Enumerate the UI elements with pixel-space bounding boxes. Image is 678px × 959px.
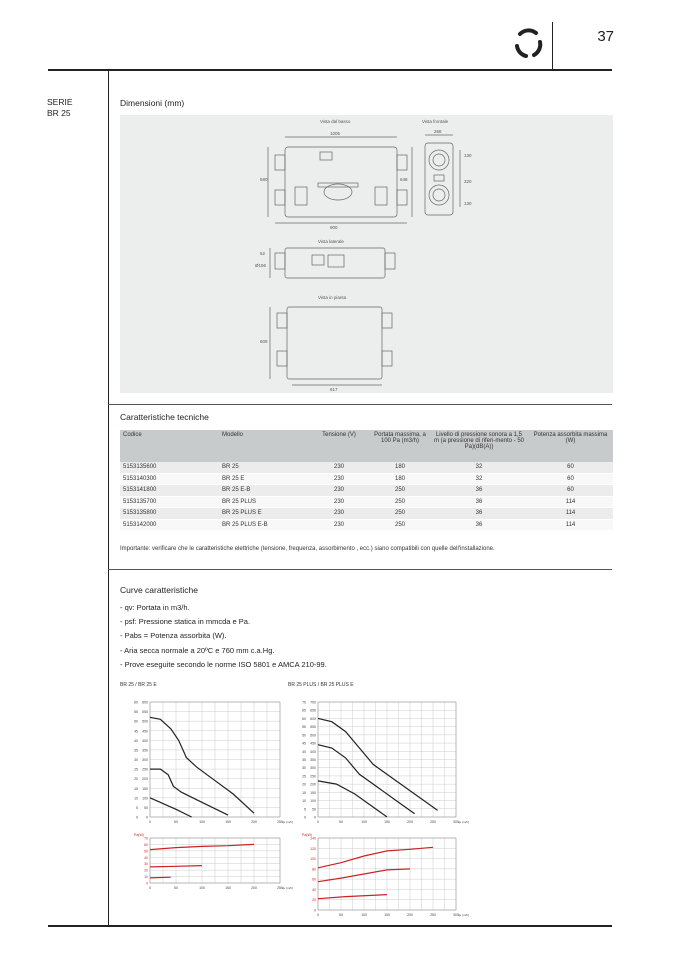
view-bottom-label: Vista dal basso xyxy=(320,119,351,124)
series-line-high xyxy=(318,718,438,810)
y-tick-label: 30 xyxy=(302,766,306,771)
series-label xyxy=(47,97,73,119)
curves-bullets xyxy=(120,601,327,672)
table-cell: 230 xyxy=(308,462,370,473)
x-tick-label: 150 xyxy=(225,820,231,824)
table-cell: BR 25 PLUS E xyxy=(219,508,308,520)
y2-tick-label: 300 xyxy=(142,758,148,762)
y-tick-label: 15 xyxy=(134,786,138,791)
table-cell: 114 xyxy=(528,519,613,531)
section-rule-2 xyxy=(108,569,612,570)
x-tick-label: 250 xyxy=(277,820,283,824)
th-voltage: Tensione (V) xyxy=(308,430,370,462)
table-cell: 250 xyxy=(370,485,430,497)
y-tick-label: 140 xyxy=(310,836,316,841)
y2-tick-label: 300 xyxy=(310,766,316,771)
y-tick-label: 35 xyxy=(134,748,138,753)
y2-tick-label: 350 xyxy=(142,748,148,753)
bullet-item: - psf: Pressione statica in mmcda e Pa. xyxy=(120,617,251,627)
table-cell: 36 xyxy=(430,485,528,497)
y2-tick-label: 550 xyxy=(142,710,148,715)
section-rule-1 xyxy=(108,404,612,405)
y2-tick-label: 150 xyxy=(310,790,316,795)
bullet-item: - Aria secca normale a 20ºC e 760 mm c.a.Hg. xyxy=(120,645,275,655)
table-cell: 230 xyxy=(308,508,370,520)
y2-tick-label: 400 xyxy=(142,738,148,743)
power-chart-br25-plus xyxy=(288,832,468,917)
curves-title: Curve caratteristiche xyxy=(120,585,198,595)
table-cell: 36 xyxy=(430,508,528,520)
y-tick-label: 65 xyxy=(302,708,306,713)
x-tick-label: 50 xyxy=(339,913,343,917)
x-unit-label: qv (m/h) xyxy=(458,820,470,824)
table-cell: 36 xyxy=(430,496,528,508)
y2-tick-label: 550 xyxy=(310,725,316,730)
table-cell: 60 xyxy=(528,485,613,497)
y2-tick-label: 0 xyxy=(314,815,316,820)
y2-tick-label: 500 xyxy=(142,719,148,724)
table-row xyxy=(120,473,613,485)
table-row xyxy=(120,519,613,531)
x-tick-label: 150 xyxy=(384,913,390,917)
x-tick-label: 100 xyxy=(199,886,205,890)
y-tick-label: 5 xyxy=(136,805,138,810)
y-tick-label: 55 xyxy=(302,725,306,730)
left-column-rule xyxy=(108,71,109,927)
y2-tick-label: 450 xyxy=(142,729,148,734)
y-tick-label: 30 xyxy=(134,758,138,762)
x-tick-label: 200 xyxy=(407,913,413,917)
y2-tick-label: 150 xyxy=(142,786,148,791)
y-tick-label: 100 xyxy=(310,857,316,862)
x-tick-label: 150 xyxy=(225,886,231,890)
specs-note: Importante: verificare che le caratteristiche elettriche (tensione, frequenza, assorbimento , ecc.) siano compatibili con quelle dell'installazione. xyxy=(120,546,495,552)
table-row xyxy=(120,508,613,520)
y-tick-label: 0 xyxy=(314,908,316,913)
table-cell: 5153141800 xyxy=(120,485,219,497)
pressure-chart-br25-plus xyxy=(288,692,468,827)
y-tick-label: 20 xyxy=(144,868,148,873)
y-tick-label: 70 xyxy=(144,836,148,841)
th-code: Codice xyxy=(120,430,219,462)
bullet-item: - Prove eseguite secondo le norme ISO 5801 e AMCA 210-99. xyxy=(120,659,327,669)
table-row xyxy=(120,485,613,497)
table-cell: 5153135600 xyxy=(120,462,219,473)
table-cell: BR 25 PLUS E-B xyxy=(219,519,308,531)
y-tick-label: 60 xyxy=(302,716,306,721)
table-cell: 250 xyxy=(370,519,430,531)
table-cell: 5153135800 xyxy=(120,508,219,520)
y-tick-label: 50 xyxy=(134,719,138,724)
y-tick-label: 60 xyxy=(312,877,316,882)
y-tick-label: 50 xyxy=(302,733,306,738)
x-tick-label: 0 xyxy=(149,886,151,890)
table-cell: 230 xyxy=(308,485,370,497)
y-tick-label: 80 xyxy=(312,867,316,872)
dim-609: 609 xyxy=(260,339,268,344)
dim-580: 580 xyxy=(260,177,268,182)
y2-tick-label: 600 xyxy=(310,716,316,721)
table-cell: 5153142000 xyxy=(120,519,219,531)
y-tick-label: 45 xyxy=(302,741,306,746)
bullet-item: - qv: Portata in m3/h. xyxy=(120,603,190,612)
y2-tick-label: 0 xyxy=(146,815,148,820)
header-divider xyxy=(552,22,553,70)
x-unit-label: qv (m/h) xyxy=(282,886,294,890)
dimensions-drawing xyxy=(120,115,613,393)
y-tick-label: 55 xyxy=(134,710,138,715)
dim-617: 617 xyxy=(330,387,338,392)
x-tick-label: 50 xyxy=(174,886,178,890)
x-tick-label: 300 xyxy=(453,913,459,917)
y-axis-label: Pa(W) xyxy=(134,833,144,837)
table-cell: 250 xyxy=(370,508,430,520)
table-cell: BR 25 PLUS xyxy=(219,496,308,508)
y-tick-label: 35 xyxy=(302,758,306,762)
table-cell: 230 xyxy=(308,473,370,485)
y2-tick-label: 600 xyxy=(142,700,148,705)
y-tick-label: 20 xyxy=(134,777,138,782)
dim-900: 900 xyxy=(330,225,338,230)
page-number: 37 xyxy=(597,28,614,45)
dimensions-title: Dimensioni (mm) xyxy=(120,98,185,108)
y-tick-label: 120 xyxy=(310,846,316,851)
x-tick-label: 0 xyxy=(317,913,319,917)
specs-header-row xyxy=(120,430,613,462)
table-cell: 36 xyxy=(430,519,528,531)
x-tick-label: 50 xyxy=(174,820,178,824)
th-flow: Portata massima, a 100 Pa (m3/h) xyxy=(370,430,430,462)
table-cell: 180 xyxy=(370,473,430,485)
table-cell: 250 xyxy=(370,496,430,508)
y-tick-label: 0 xyxy=(146,881,148,886)
y-tick-label: 40 xyxy=(134,738,138,743)
y2-tick-label: 250 xyxy=(310,774,316,779)
x-tick-label: 0 xyxy=(317,820,319,824)
x-tick-label: 100 xyxy=(361,820,367,824)
table-cell: 60 xyxy=(528,473,613,485)
y2-tick-label: 400 xyxy=(310,749,316,754)
table-cell: BR 25 E-B xyxy=(219,485,308,497)
specs-table xyxy=(120,430,613,531)
bottom-rule xyxy=(48,925,612,927)
y-tick-label: 10 xyxy=(134,796,138,801)
x-unit-label: qv (m/h) xyxy=(458,913,470,917)
x-tick-label: 200 xyxy=(251,820,257,824)
x-tick-label: 50 xyxy=(339,820,343,824)
dim-d156: Ø156 xyxy=(255,263,267,268)
th-model: Modello xyxy=(219,430,308,462)
table-cell: 5153140300 xyxy=(120,473,219,485)
y-tick-label: 30 xyxy=(144,862,148,867)
y-tick-label: 45 xyxy=(134,729,138,734)
dim-320: 320 xyxy=(464,179,472,184)
y2-tick-label: 50 xyxy=(144,805,148,810)
th-power: Potenza assorbita massima (W) xyxy=(528,430,613,462)
y-tick-label: 15 xyxy=(302,790,306,795)
x-tick-label: 250 xyxy=(277,886,283,890)
specs-title: Caratteristiche tecniche xyxy=(120,412,209,422)
specs-table-wrap xyxy=(120,430,613,531)
y-tick-label: 10 xyxy=(302,799,306,804)
table-row xyxy=(120,496,613,508)
y2-tick-label: 700 xyxy=(310,700,316,705)
y-tick-label: 50 xyxy=(144,849,148,854)
table-cell: 230 xyxy=(308,496,370,508)
y-tick-label: 60 xyxy=(144,842,148,847)
x-tick-label: 150 xyxy=(384,820,390,824)
table-cell: 114 xyxy=(528,496,613,508)
series-line-1: SERIE xyxy=(47,97,73,107)
y-tick-label: 0 xyxy=(136,815,138,820)
table-row xyxy=(120,462,613,473)
table-cell: BR 25 xyxy=(219,462,308,473)
y-tick-label: 60 xyxy=(134,700,138,705)
table-cell: 180 xyxy=(370,462,430,473)
table-cell: 5153135700 xyxy=(120,496,219,508)
view-front-label: Vista frontale xyxy=(422,119,449,124)
y-tick-label: 25 xyxy=(134,767,138,772)
series-line-2: BR 25 xyxy=(47,108,71,118)
logo-icon xyxy=(512,28,544,60)
chart-1-title: BR 25 / BR 25 E xyxy=(120,682,157,688)
table-cell: BR 25 E xyxy=(219,473,308,485)
power-chart-br25 xyxy=(120,832,300,892)
dim-268: 268 xyxy=(434,129,442,134)
dim-130b: 130 xyxy=(464,201,472,206)
y2-tick-label: 50 xyxy=(312,807,316,812)
series-line-low xyxy=(150,877,171,878)
pressure-chart-br25 xyxy=(120,692,294,827)
table-cell: 32 xyxy=(430,473,528,485)
x-tick-label: 0 xyxy=(149,820,151,824)
dim-130a: 130 xyxy=(464,153,472,158)
dim-648: 648 xyxy=(400,177,408,182)
series-line-mid xyxy=(318,745,415,814)
view-side-label: Vista laterale xyxy=(318,239,344,244)
y-tick-label: 70 xyxy=(302,700,306,705)
x-unit-label: qv (m/h) xyxy=(282,820,294,824)
top-rule xyxy=(48,69,612,71)
y2-tick-label: 350 xyxy=(310,758,316,762)
x-tick-label: 200 xyxy=(407,820,413,824)
x-tick-label: 100 xyxy=(361,913,367,917)
dim-52: 52 xyxy=(260,251,266,256)
y-tick-label: 40 xyxy=(144,855,148,860)
th-sound: Livello di pressione sonora a 1,5 m (a pressione di riferi-mento - 50 Pa)(dB(A)) xyxy=(430,430,528,462)
chart-2-title: BR 25 PLUS / BR 25 PLUS E xyxy=(288,682,354,688)
y-tick-label: 40 xyxy=(312,887,316,892)
y-axis-label: Pa(W) xyxy=(302,833,312,837)
y2-tick-label: 650 xyxy=(310,708,316,713)
y2-tick-label: 200 xyxy=(142,777,148,782)
y2-tick-label: 500 xyxy=(310,733,316,738)
series-line-mid xyxy=(150,866,202,867)
table-cell: 60 xyxy=(528,462,613,473)
y-tick-label: 5 xyxy=(304,807,306,812)
table-cell: 230 xyxy=(308,519,370,531)
x-tick-label: 250 xyxy=(430,913,436,917)
x-tick-label: 250 xyxy=(430,820,436,824)
bullet-item: - Pabs = Potenza assorbita (W). xyxy=(120,631,227,641)
y2-tick-label: 250 xyxy=(142,767,148,772)
y-tick-label: 40 xyxy=(302,749,306,754)
y-tick-label: 25 xyxy=(302,774,306,779)
y2-tick-label: 100 xyxy=(310,799,316,804)
x-tick-label: 100 xyxy=(199,820,205,824)
dim-1005: 1005 xyxy=(330,131,341,136)
y2-tick-label: 450 xyxy=(310,741,316,746)
table-cell: 32 xyxy=(430,462,528,473)
y-tick-label: 20 xyxy=(302,782,306,787)
x-tick-label: 200 xyxy=(251,886,257,890)
view-plan-label: Vista in pianta xyxy=(318,295,347,300)
y2-tick-label: 200 xyxy=(310,782,316,787)
y-tick-label: 0 xyxy=(304,815,306,820)
table-cell: 114 xyxy=(528,508,613,520)
y2-tick-label: 100 xyxy=(142,796,148,801)
y-tick-label: 10 xyxy=(144,875,148,880)
y-tick-label: 20 xyxy=(312,898,316,903)
x-tick-label: 300 xyxy=(453,820,459,824)
